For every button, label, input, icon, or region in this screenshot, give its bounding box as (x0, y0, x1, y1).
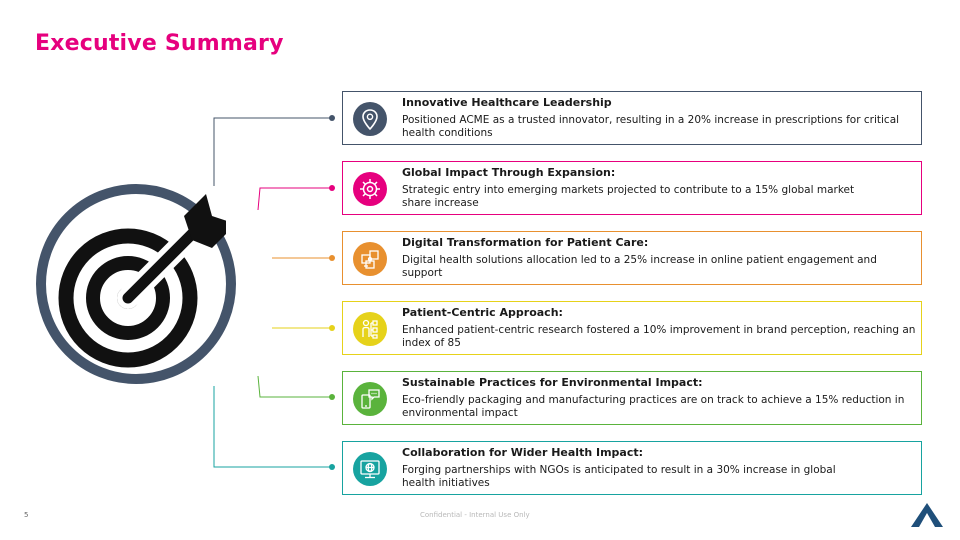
badge-3 (353, 242, 387, 276)
badge-6 (353, 452, 387, 486)
card-4-text: Enhanced patient-centric research fostered a 10% improvement in brand perception, reaching an index of 85 (402, 324, 916, 349)
summary-card-1 (342, 91, 922, 145)
confidential-label: Confidential - Internal Use Only (420, 511, 530, 519)
slide-title: Executive Summary (35, 31, 284, 56)
card-2-text: Strategic entry into emerging markets projected to contribute to a 15% global market share increase (402, 184, 855, 209)
target-arrow-icon (46, 194, 226, 374)
connector-6 (214, 386, 332, 467)
badge-5 (353, 382, 387, 416)
gear-icon (353, 172, 387, 206)
connector-5 (258, 376, 332, 397)
badge-1 (353, 102, 387, 136)
card-3-text: Digital health solutions allocation led to a 25% increase in online patient engagement and support (402, 254, 877, 279)
card-2-title: Global Impact Through Expansion: (402, 166, 616, 179)
page-number: 5 (24, 511, 29, 519)
badge-2 (353, 172, 387, 206)
card-4-title: Patient-Centric Approach: (402, 306, 563, 319)
map-pin-icon (353, 102, 387, 136)
card-1-text: Positioned ACME as a trusted innovator, resulting in a 20% increase in prescriptions for critical health conditions (402, 114, 900, 139)
card-3-title: Digital Transformation for Patient Care: (402, 236, 649, 249)
connector-2 (258, 188, 332, 210)
card-5-text: Eco-friendly packaging and manufacturing practices are on track to achieve a 15% reduction in environmental impact (402, 394, 905, 419)
puzzle-icon (353, 242, 387, 276)
summary-card-2 (342, 161, 922, 215)
card-1-title: Innovative Healthcare Leadership (402, 96, 612, 109)
summary-card-3 (342, 231, 922, 285)
phone-chat-icon (353, 382, 387, 416)
person-network-icon (353, 312, 387, 346)
company-logo-icon (910, 502, 944, 528)
badge-4 (353, 312, 387, 346)
globe-monitor-icon (353, 452, 387, 486)
target-circle (36, 184, 236, 384)
card-6-text: Forging partnerships with NGOs is anticipated to result in a 30% increase in global health initiatives (402, 464, 836, 489)
summary-card-5 (342, 371, 922, 425)
card-5-title: Sustainable Practices for Environmental Impact: (402, 376, 703, 389)
summary-card-6 (342, 441, 922, 495)
card-6-title: Collaboration for Wider Health Impact: (402, 446, 644, 459)
summary-card-4 (342, 301, 922, 355)
connector-1 (214, 118, 332, 186)
